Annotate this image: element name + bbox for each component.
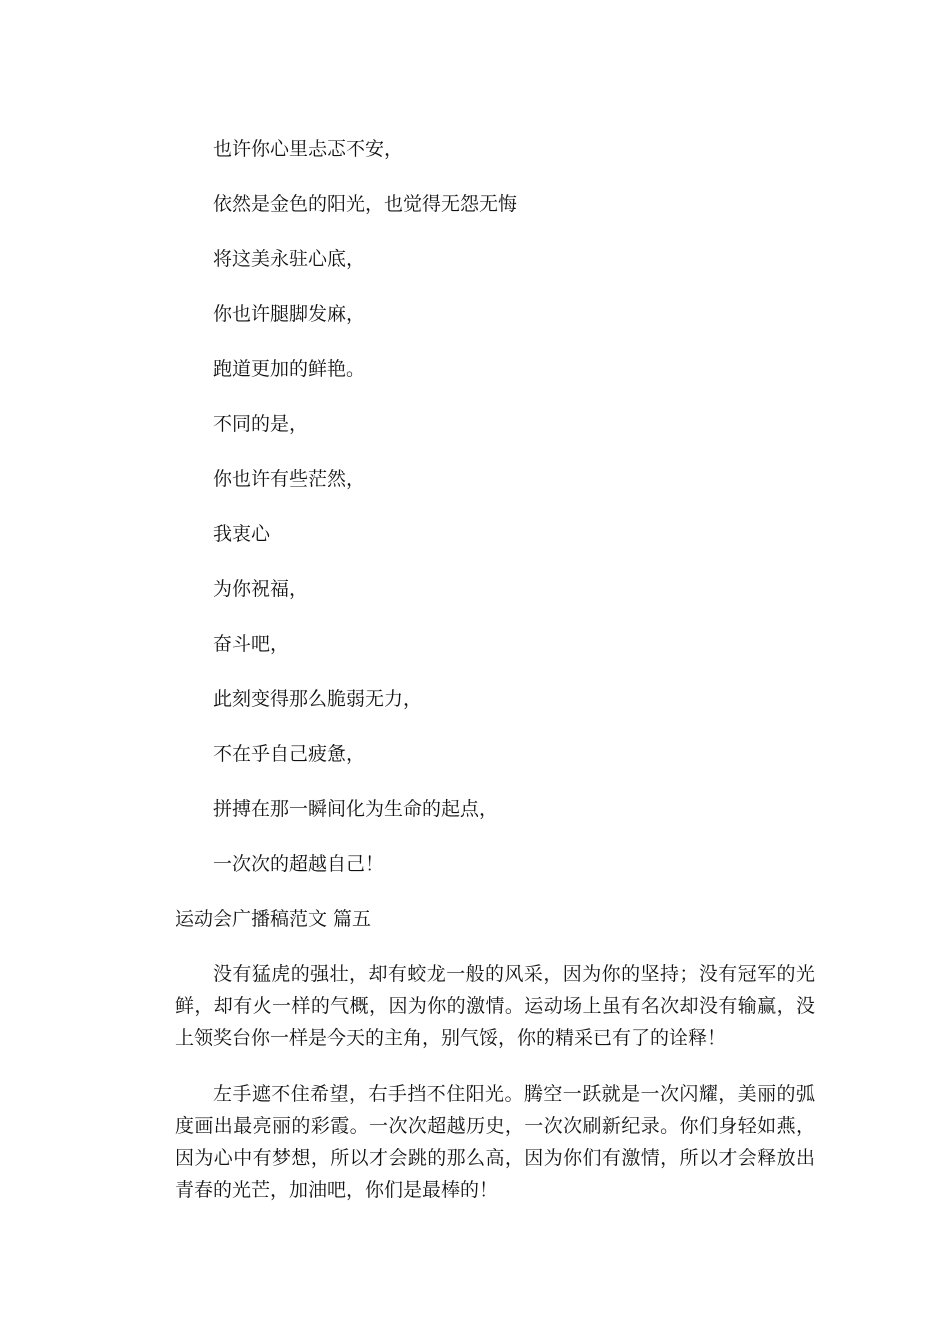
poem-line: 跑道更加的鲜艳。 xyxy=(213,358,366,380)
poem-line: 你也许腿脚发麻， xyxy=(213,303,366,325)
poem-line: 将这美永驻心底， xyxy=(213,248,366,270)
poem-line: 我衷心 xyxy=(213,523,271,545)
poem-line: 此刻变得那么脆弱无力， xyxy=(213,688,423,710)
poem-line: 也许你心里忐忑不安， xyxy=(213,138,404,160)
poem-line: 不在乎自己疲惫， xyxy=(213,743,366,765)
section-heading: 运动会广播稿范文 篇五 xyxy=(175,908,372,930)
body-paragraph: 左手遮不住希望，右手挡不住阳光。腾空一跃就是一次闪耀，美丽的弧度画出最亮丽的彩霞。一次次超越历史，一次次刷新纪录。你们身轻如燕，因为心中有梦想，所以才会跳的那么高，因为你们有激情，所以才会释放出青春的光芒，加油吧，你们是最棒的！ xyxy=(175,1083,815,1201)
poem-line: 不同的是， xyxy=(213,413,309,435)
poem-line: 一次次的超越自己！ xyxy=(213,853,385,875)
poem-line: 拼搏在那一瞬间化为生命的起点， xyxy=(213,798,499,820)
body-paragraph: 没有猛虎的强壮，却有蛟龙一般的风采，因为你的坚持；没有冠军的光鲜，却有火一样的气概，因为你的激情。运动场上虽有名次却没有输赢，没上领奖台你一样是今天的主角，别气馁，你的精采已有了的诠释！ xyxy=(175,963,815,1049)
poem-line: 依然是金色的阳光，也觉得无怨无悔 xyxy=(213,193,518,215)
poem-line: 你也许有些茫然， xyxy=(213,468,366,490)
poem-line: 为你祝福， xyxy=(213,578,309,600)
poem-line: 奋斗吧， xyxy=(213,633,290,655)
